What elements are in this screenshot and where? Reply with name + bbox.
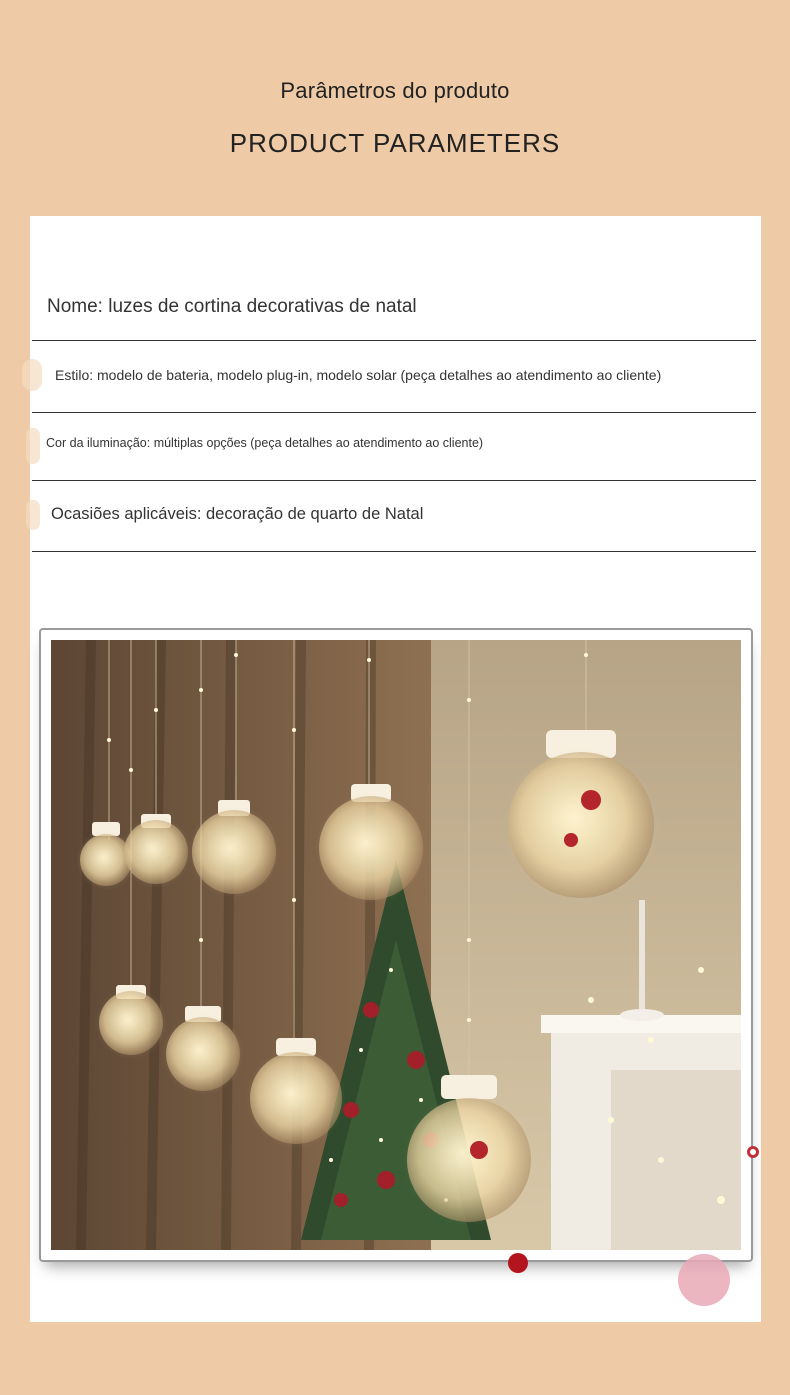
param-row-name (32, 216, 756, 341)
product-photo (51, 640, 741, 1250)
red-berry-decoration (508, 1253, 528, 1273)
pink-ornament-decoration (678, 1254, 730, 1306)
param-lighting-color: Cor da iluminação: múltiplas opções (peça detalhes ao atendimento ao cliente) (46, 436, 484, 450)
param-row-occasions (32, 481, 756, 552)
header (0, 0, 790, 216)
param-style: Estilo: modelo de bateria, modelo plug-in, modelo solar (peça detalhes ao atendimento ao cliente) (55, 367, 662, 383)
parameters-card (30, 216, 761, 1322)
page-title-portuguese: Parâmetros do produto (280, 78, 510, 103)
christmas-curtain-lights-illustration (51, 640, 741, 1250)
page-title-english: PRODUCT PARAMETERS (229, 128, 561, 158)
param-occasions: Ocasiões aplicáveis: decoração de quarto de Natal (51, 505, 424, 523)
red-ring-decoration (747, 1146, 759, 1158)
param-row-style (32, 341, 756, 413)
param-name: Nome: luzes de cortina decorativas de natal (47, 296, 417, 317)
param-row-lighting-color (32, 413, 756, 481)
product-photo-frame (39, 628, 753, 1262)
